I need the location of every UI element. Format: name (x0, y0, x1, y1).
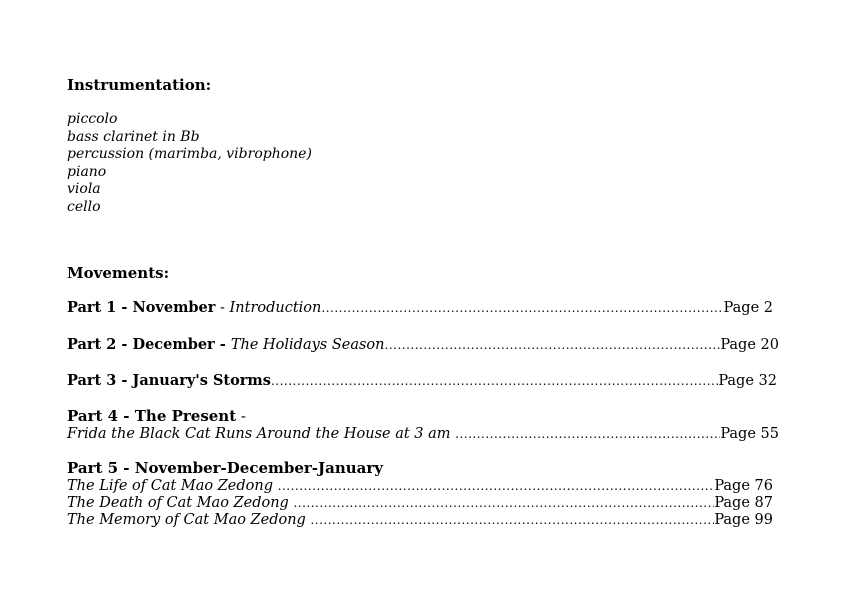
movements-heading: Movements: (67, 264, 170, 282)
toc-part-label: Part 4 - The Present (67, 407, 237, 425)
toc-separator: - (236, 407, 246, 425)
toc-subentry (67, 511, 773, 529)
toc-page-number: Page 87 (714, 495, 773, 511)
toc-leader-dots (278, 477, 715, 495)
toc-part-title: Introduction (229, 300, 322, 316)
toc-entry-part-4 (67, 425, 779, 443)
toc-entry-part-4-heading (67, 407, 246, 425)
toc-page-number: Page 20 (720, 337, 779, 353)
toc-part-title: The Holidays Season (230, 337, 385, 353)
toc-sub-title: The Death of Cat Mao Zedong (67, 495, 294, 511)
toc-part-label: Part 5 - November-December-January (67, 459, 383, 477)
instrument-item: percussion (marimba, vibrophone) (67, 146, 312, 162)
toc-sub-title: The Memory of Cat Mao Zedong (67, 512, 311, 528)
toc-leader-dots (385, 336, 721, 354)
instrument-item: piano (67, 163, 107, 180)
toc-separator: - (215, 300, 230, 316)
toc-part-label: Part 2 - December - (67, 336, 231, 353)
toc-entry-part-3 (67, 372, 777, 390)
toc-part-label: Part 3 - January's Storms (67, 372, 271, 389)
toc-page-number: Page 55 (720, 426, 779, 442)
toc-entry-part-1 (67, 299, 773, 317)
toc-entry-part-2 (67, 336, 779, 354)
toc-sub-title: The Life of Cat Mao Zedong (67, 478, 278, 494)
instrument-item: viola (67, 181, 101, 197)
toc-leader-dots (310, 511, 714, 529)
instrument-item: bass clarinet in Bb (67, 128, 200, 145)
instrument-item: cello (67, 198, 101, 215)
toc-part-label: Part 1 - November (67, 299, 216, 316)
toc-page-number: Page 76 (714, 478, 773, 494)
toc-page-number: Page 99 (714, 512, 773, 528)
toc-subentry (67, 494, 773, 512)
instrumentation-heading: Instrumentation: (67, 76, 212, 94)
instrument-item: piccolo (67, 111, 118, 127)
toc-page-number: Page 32 (718, 373, 777, 389)
toc-leader-dots (321, 299, 723, 317)
toc-leader-dots (293, 494, 714, 512)
toc-page-number: Page 2 (723, 300, 773, 316)
toc-subentry (67, 477, 773, 495)
toc-entry-part-5-heading (67, 459, 383, 477)
toc-part-title: Frida the Black Cat Runs Around the House at 3 am (67, 426, 456, 442)
toc-leader-dots (271, 372, 718, 390)
toc-leader-dots (455, 425, 720, 443)
